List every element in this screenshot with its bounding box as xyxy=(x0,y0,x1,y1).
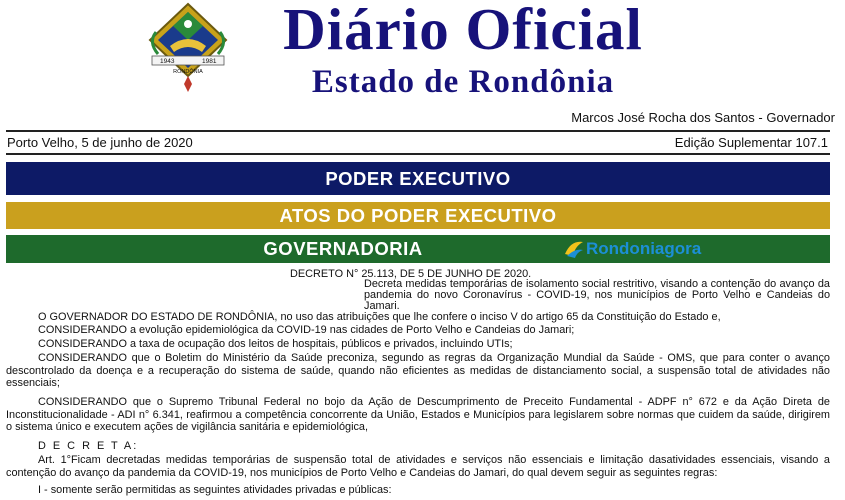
decree-item: I - somente serão permitidas as seguintes atividades privadas e públicas: xyxy=(38,484,392,496)
state-crest-icon xyxy=(146,2,230,94)
governor-line: Marcos José Rocha dos Santos - Governador xyxy=(571,110,835,125)
place-date: Porto Velho, 5 de junho de 2020 xyxy=(7,135,193,150)
section-banner-executive: PODER EXECUTIVO xyxy=(6,162,830,195)
decree-paragraph: CONSIDERANDO a taxa de ocupação dos leitos de hospitais, públicos e privados, incluindo UTIs; xyxy=(38,338,513,350)
decree-paragraph: CONSIDERANDO que o Boletim do Ministério da Saúde preconiza, segundo as regras da Organização Mundial da Saúde - OMS, que para conter o avanço descontrolado da doença e a recuperação do sistema de saúde, quando não eficientes as medidas de distanciamento social, a suspensão total de atividades não essenciais; xyxy=(6,352,830,390)
crest-name: RONDÔNIA xyxy=(173,69,203,75)
edition-number: Edição Suplementar 107.1 xyxy=(674,135,828,150)
crest-year-left: 1943 xyxy=(160,58,175,65)
decree-article: Art. 1°Ficam decretadas medidas temporárias de suspensão total de atividades e serviços não essenciais e limitação dasatividades essenciais, visando a contenção do avanço da pandemia da COVID-19, nos municípios de Porto Velho e Candeias do Jamari, do qual devem seguir as seguintes regras: xyxy=(6,454,830,479)
crest-year-right: 1981 xyxy=(202,58,217,65)
decree-title: DECRETO N° 25.113, DE 5 DE JUNHO DE 2020. xyxy=(290,268,532,280)
section-banner-governorship-label: GOVERNADORIA xyxy=(263,238,423,259)
dateline-top-rule xyxy=(6,130,830,132)
dateline-bottom-rule xyxy=(6,153,830,155)
dateline xyxy=(7,134,828,152)
newspaper-title: Diário Oficial xyxy=(283,0,643,62)
section-banner-acts: ATOS DO PODER EXECUTIVO xyxy=(6,202,830,229)
watermark-logo-icon xyxy=(563,238,585,260)
newspaper-subtitle: Estado de Rondônia xyxy=(311,64,615,100)
decree-paragraph: O GOVERNADOR DO ESTADO DE RONDÔNIA, no uso das atribuições que lhe confere o inciso V do artigo 65 da Constituição do Estado e, xyxy=(38,311,721,323)
section-banner-governorship xyxy=(6,235,830,263)
decree-decreta: D E C R E T A: xyxy=(38,440,139,452)
decree-ementa: Decreta medidas temporárias de isolamento social restritivo, visando a contenção do avanço da pandemia do novo Coronavírus - COVID-19, nos municípios de Porto Velho e Candeias do Jamari. xyxy=(364,278,830,312)
decree-paragraph: CONSIDERANDO a evolução epidemiológica da COVID-19 nas cidades de Porto Velho e Candeias do Jamari; xyxy=(38,324,575,336)
decree-paragraph: CONSIDERANDO que o Supremo Tribunal Federal no bojo da Ação de Descumprimento de Preceito Fundamental - ADPF n° 672 e da Ação Direta de Inconstitucionalidade - ADI n° 6.341, reafirmou a competência concorrente da União, Estados e Municípios para legislarem sobre normas que cuidem da saúde, dirigirem o sistema único e executem ações de vigilância sanitária e epidemiológica, xyxy=(6,396,830,434)
watermark-text: Rondoniagora xyxy=(586,239,702,258)
